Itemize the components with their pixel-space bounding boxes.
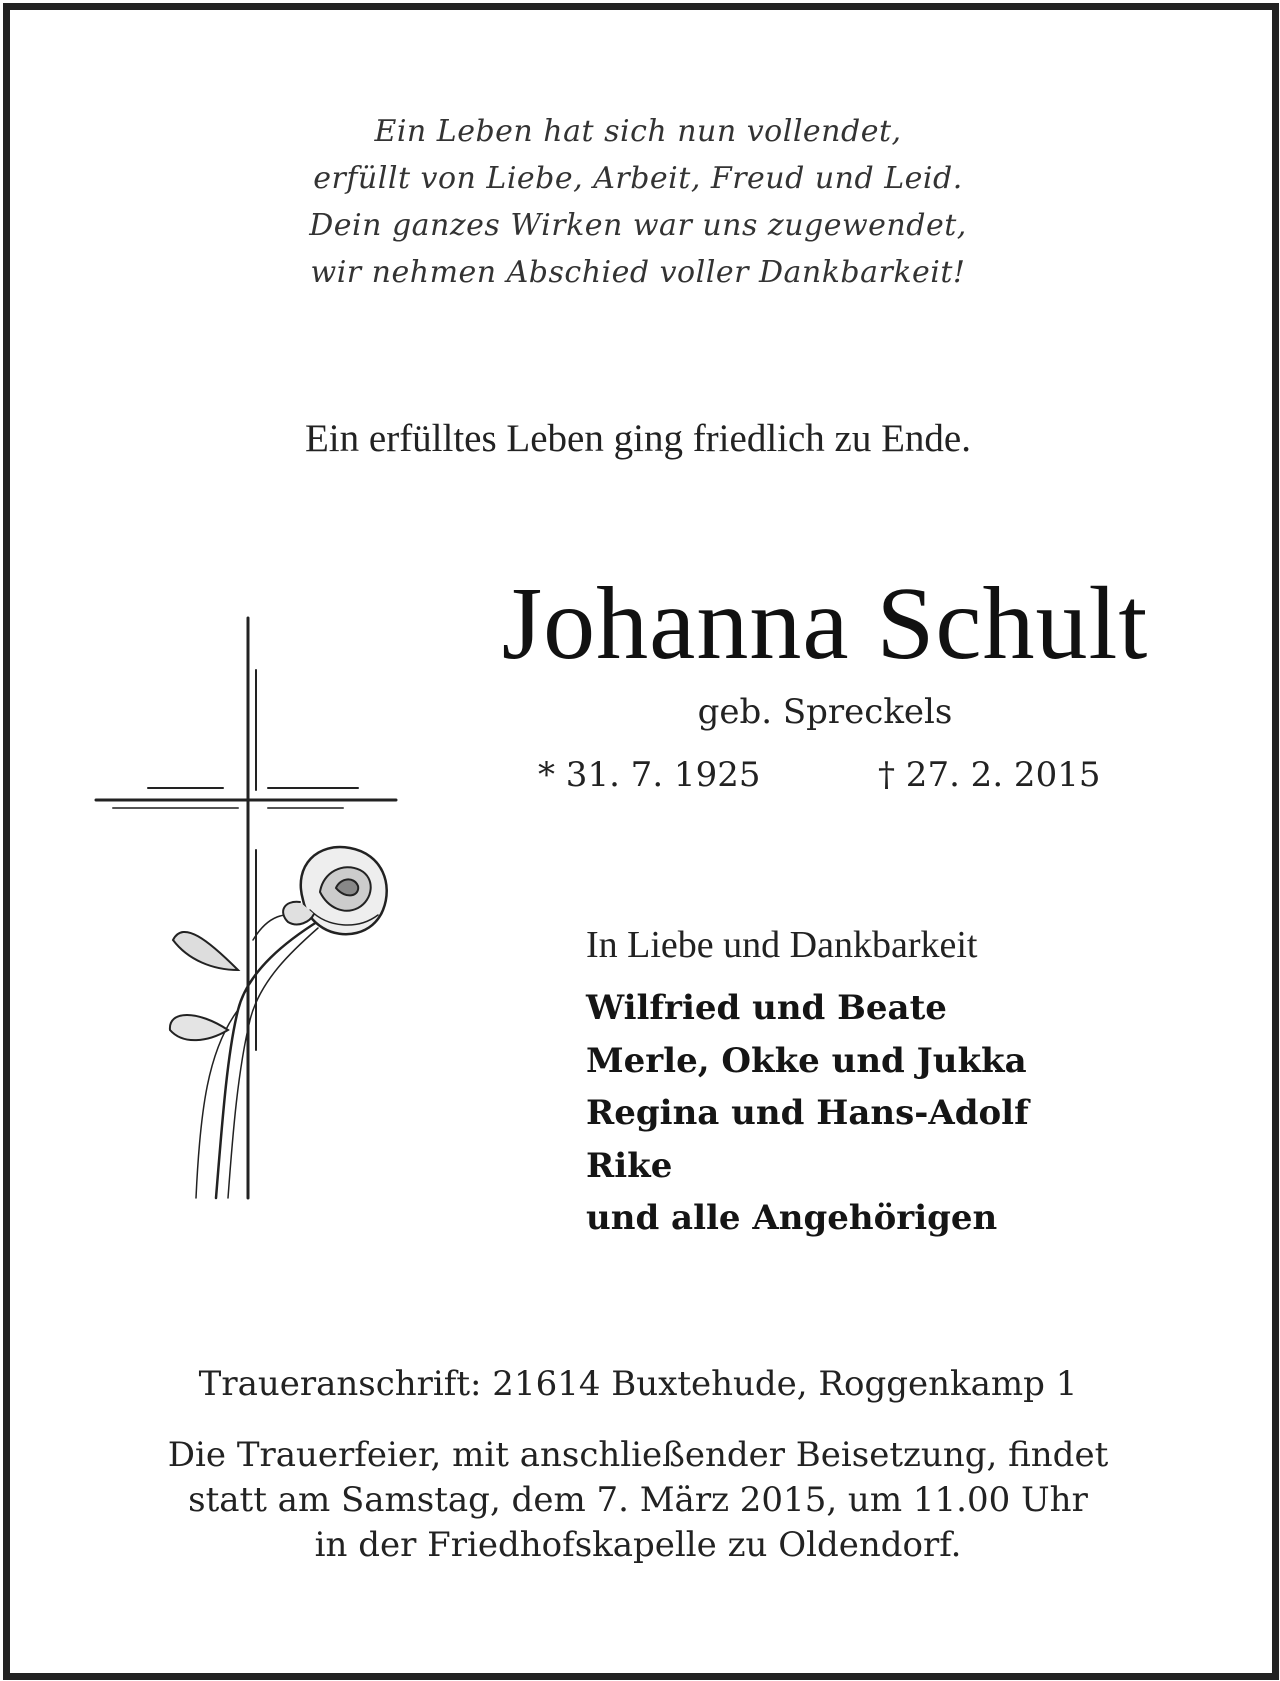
mourner-name: Wilfried und Beate — [586, 988, 947, 1028]
service-line: statt am Samstag, dem 7. März 2015, um 11.00 Uhr — [188, 1480, 1088, 1520]
poem-line: wir nehmen Abschied voller Dankbarkeit! — [310, 255, 966, 290]
mourner-list — [586, 982, 1029, 1245]
mourner-name: Merle, Okke und Jukka — [586, 1040, 1027, 1081]
poem-line: Ein Leben hat sich nun vollendet, — [374, 114, 902, 149]
intro-sentence: Ein erfülltes Leben ging friedlich zu Ende. — [304, 417, 971, 460]
service-line: in der Friedhofskapelle zu Oldendorf. — [314, 1525, 962, 1565]
cross-with-rose-icon — [88, 610, 418, 1210]
birth-date: * 31. 7. 1925 — [538, 755, 761, 795]
memorial-poem — [0, 108, 1276, 296]
mourner-name: Rike — [586, 1145, 673, 1186]
signoff-text: In Liebe und Dankbarkeit — [586, 924, 978, 966]
funeral-service-info — [0, 1433, 1276, 1568]
poem-line: Dein ganzes Wirken war uns zugewendet, — [309, 208, 967, 243]
mourner-name: Regina und Hans-Adolf — [586, 1093, 1029, 1133]
service-line: Die Trauerfeier, mit anschließender Beisetzung, findet — [167, 1435, 1109, 1475]
maiden-name: geb. Spreckels — [697, 692, 953, 732]
death-date: † 27. 2. 2015 — [878, 755, 1101, 795]
poem-line: erfüllt von Liebe, Arbeit, Freud und Leid. — [313, 161, 963, 196]
mourning-address: Traueranschrift: 21614 Buxtehude, Roggenkamp 1 — [198, 1364, 1078, 1404]
mourner-name: und alle Angehörigen — [586, 1198, 998, 1238]
deceased-name: Johanna Schult — [501, 566, 1149, 681]
